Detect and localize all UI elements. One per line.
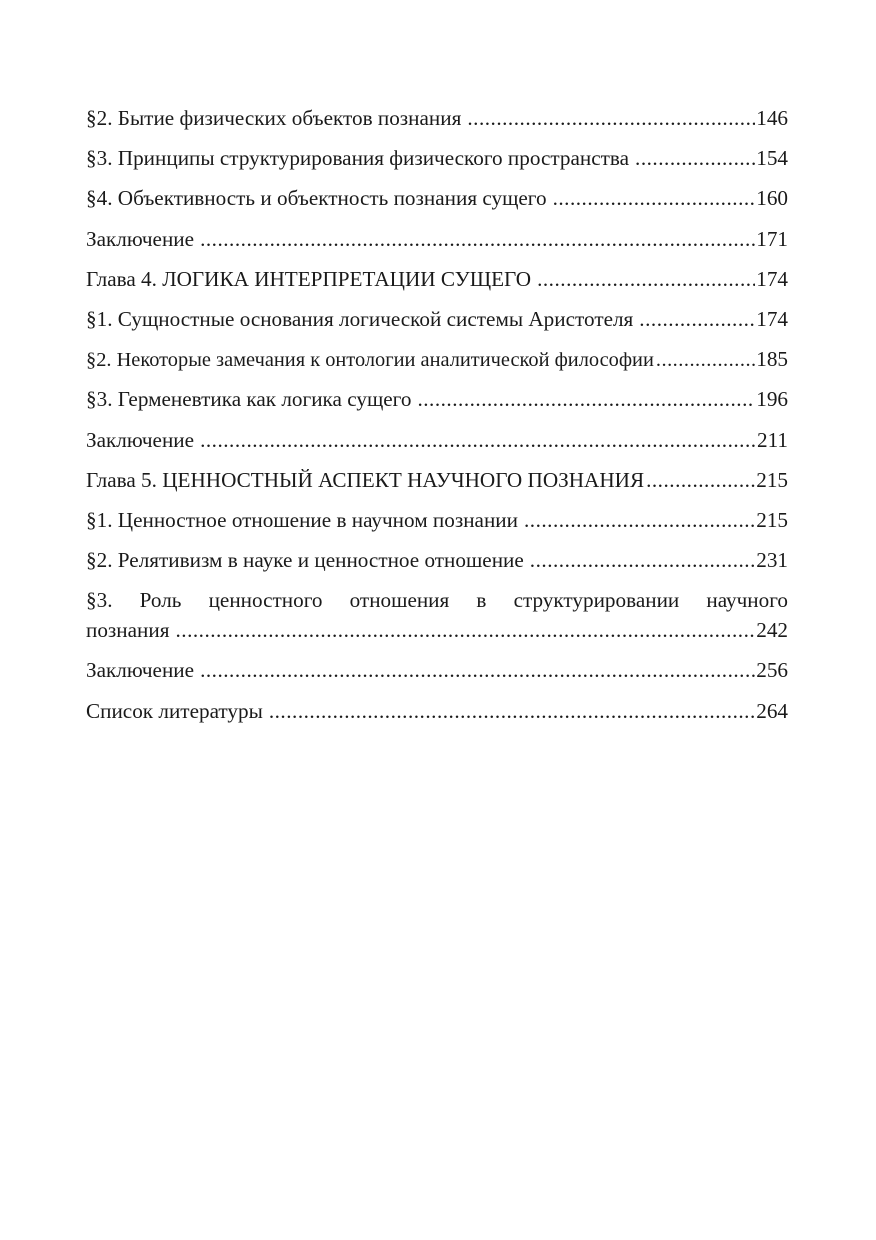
dot-leader xyxy=(467,103,755,133)
table-of-contents xyxy=(86,103,788,736)
toc-entry-title: §3. Принципы структурирования физического пространства xyxy=(86,146,630,171)
toc-entry-page: 215 xyxy=(756,507,788,532)
toc-entry[interactable] xyxy=(86,696,788,736)
toc-entry-multiline[interactable] xyxy=(86,585,788,655)
dot-leader xyxy=(175,615,755,645)
toc-entry[interactable] xyxy=(86,143,788,183)
toc-entry-title: Глава 5. ЦЕННОСТНЫЙ АСПЕКТ НАУЧНОГО ПОЗНАНИЯ xyxy=(86,467,645,492)
dot-leader xyxy=(537,264,755,294)
dot-leader xyxy=(553,183,756,213)
toc-entry-page: 185 xyxy=(756,347,788,372)
dot-leader xyxy=(530,545,755,575)
toc-entry-title: §2. Некоторые замечания к онтологии аналитической философии xyxy=(86,349,654,372)
toc-entry[interactable] xyxy=(86,505,788,545)
toc-entry-title-continuation: познания xyxy=(86,618,170,643)
toc-entry-page: 196 xyxy=(756,387,788,412)
toc-entry-title: Заключение xyxy=(86,658,195,683)
toc-entry-page: 174 xyxy=(756,266,788,291)
dot-leader xyxy=(269,696,755,726)
dot-leader xyxy=(639,304,755,334)
toc-entry-title: §1. Ценностное отношение в научном познании xyxy=(86,507,518,532)
toc-entry-title: §3. Герменевтика как логика сущего xyxy=(86,387,412,412)
toc-entry-title: Заключение xyxy=(86,226,195,251)
toc-entry-page: 231 xyxy=(756,548,788,573)
toc-entry[interactable] xyxy=(86,384,788,424)
toc-entry[interactable] xyxy=(86,224,788,264)
toc-entry-page: 174 xyxy=(756,306,788,331)
toc-entry-page: 215 xyxy=(756,467,788,492)
toc-entry-page: 171 xyxy=(756,226,788,251)
toc-entry[interactable] xyxy=(86,545,788,585)
dot-leader xyxy=(656,345,755,375)
dot-leader xyxy=(200,224,755,254)
dot-leader xyxy=(646,465,755,495)
toc-entry[interactable] xyxy=(86,465,788,505)
dot-leader xyxy=(524,505,755,535)
toc-entry-title: §3. Роль ценностного отношения в структурировании научного xyxy=(86,588,788,613)
toc-entry-continuation xyxy=(86,615,788,655)
toc-entry-title: §1. Сущностные основания логической системы Аристотеля xyxy=(86,306,634,331)
toc-entry-page: 154 xyxy=(756,146,788,171)
dot-leader xyxy=(417,384,755,414)
toc-entry-page: 146 xyxy=(756,106,788,130)
toc-entry[interactable] xyxy=(86,103,788,143)
toc-entry-title: Список литературы xyxy=(86,698,263,723)
toc-entry-page: 264 xyxy=(756,698,788,723)
toc-entry[interactable] xyxy=(86,304,788,344)
dot-leader xyxy=(200,425,756,455)
toc-entry[interactable] xyxy=(86,183,788,223)
toc-entry-page: 256 xyxy=(756,658,788,683)
toc-entry-title: §2. Бытие физических объектов познания xyxy=(86,106,462,130)
toc-entry-title: §4. Объективность и объектность познания сущего xyxy=(86,186,547,211)
toc-entry-title: §2. Релятивизм в науке и ценностное отношение xyxy=(86,548,524,573)
toc-entry[interactable] xyxy=(86,425,788,465)
toc-entry-page: 211 xyxy=(757,427,788,452)
dot-leader xyxy=(635,143,755,173)
toc-entry-page: 242 xyxy=(756,618,788,643)
toc-entry[interactable] xyxy=(86,344,788,384)
toc-entry-page: 160 xyxy=(756,186,788,211)
toc-entry[interactable] xyxy=(86,264,788,304)
toc-entry[interactable] xyxy=(86,655,788,695)
toc-entry-title: Заключение xyxy=(86,427,195,452)
toc-entry-title: Глава 4. ЛОГИКА ИНТЕРПРЕТАЦИИ СУЩЕГО xyxy=(86,266,532,291)
dot-leader xyxy=(200,655,755,685)
